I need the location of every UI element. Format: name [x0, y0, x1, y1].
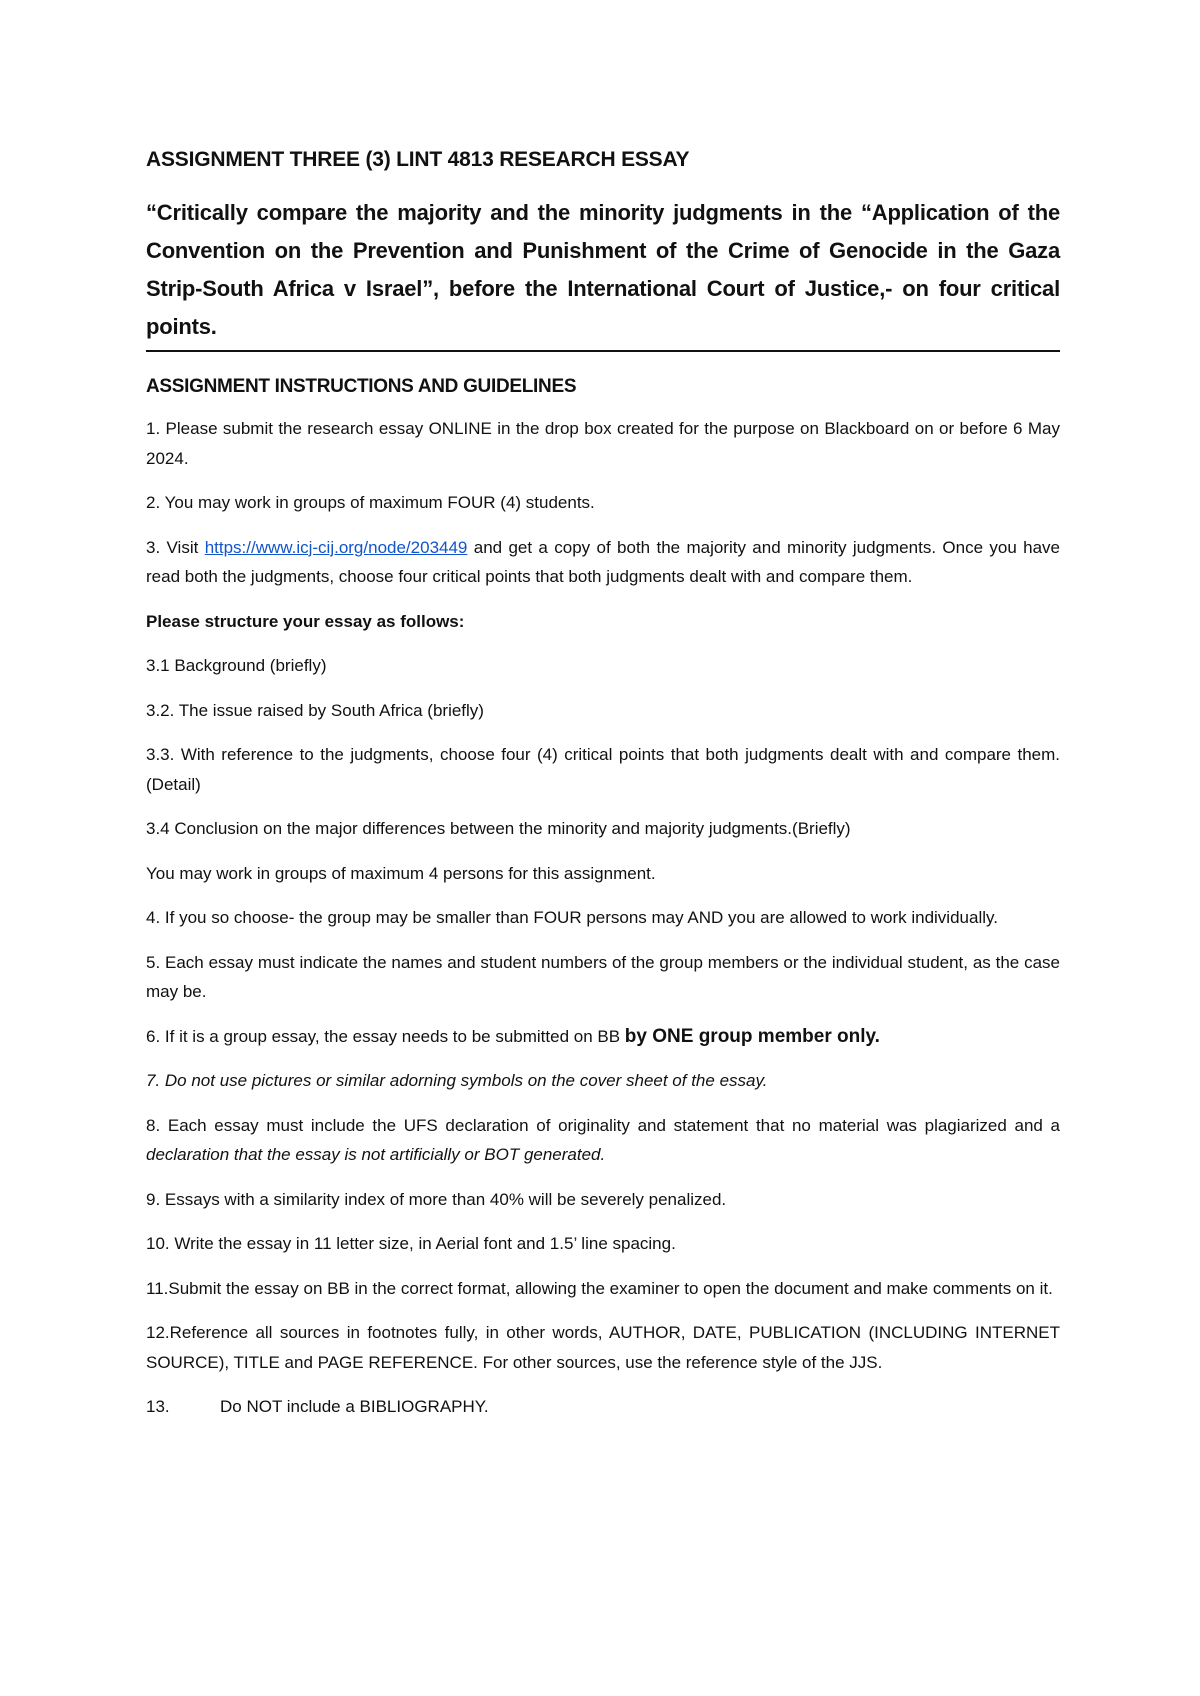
instruction-8-italic: declaration that the essay is not artificially or BOT generated. [146, 1145, 606, 1164]
structure-heading: Please structure your essay as follows: [146, 611, 465, 631]
instruction-6-prefix: 6. If it is a group essay, the essay needs to be submitted on BB [146, 1026, 625, 1046]
instruction-11: 11.Submit the essay on BB in the correct format, allowing the examiner to open the document and make comments on it. [146, 1278, 1053, 1298]
instruction-5: 5. Each essay must indicate the names and student numbers of the group members or the individual student, as the case may be. [146, 952, 1060, 1001]
document-page [146, 146, 1060, 1437]
instruction-13-text: Do NOT include a BIBLIOGRAPHY. [220, 1397, 489, 1416]
instruction-13 [146, 1392, 1060, 1422]
instruction-3-suffix: and get a copy of both the majority and minority judgments. Once you have read both the judgments, choose four critical points that both judgments dealt with and compare them. [146, 537, 1060, 586]
groups-note: You may work in groups of maximum 4 persons for this assignment. [146, 863, 656, 883]
structure-3-1: 3.1 Background (briefly) [146, 656, 327, 675]
icj-judgment-link[interactable]: https://www.icj-cij.org/node/203449 [204, 537, 468, 557]
document-title: ASSIGNMENT THREE (3) LINT 4813 RESEARCH ESSAY [146, 148, 690, 171]
instruction-13-number: 13. [146, 1397, 170, 1416]
structure-3-3: 3.3. With reference to the judgments, choose four (4) critical points that both judgments dealt with and compare them. (Detail) [146, 745, 1060, 794]
instructions-heading: ASSIGNMENT INSTRUCTIONS AND GUIDELINES [146, 376, 577, 397]
instruction-10: 10. Write the essay in 11 letter size, in Aerial font and 1.5’ line spacing. [146, 1234, 676, 1253]
structure-3-4: 3.4 Conclusion on the major differences between the minority and majority judgments.(Briefly) [146, 819, 851, 838]
instruction-4: 4. If you so choose- the group may be smaller than FOUR persons may AND you are allowed to work individually. [146, 908, 998, 927]
instruction-6-emphasis: by ONE group member only. [624, 1025, 880, 1047]
instruction-6 [146, 1022, 1060, 1052]
instruction-8 [146, 1111, 1060, 1170]
instruction-9: 9. Essays with a similarity index of more than 40% will be severely penalized. [146, 1189, 727, 1209]
structure-3-2: 3.2. The issue raised by South Africa (briefly) [146, 700, 484, 720]
instruction-12: 12.Reference all sources in footnotes fully, in other words, AUTHOR, DATE, PUBLICATION (INCLUDING INTERNET SOURCE), TITLE and PAGE REFERENCE. For other sources, use the reference style of the JJS. [146, 1323, 1060, 1372]
instruction-2: 2. You may work in groups of maximum FOUR (4) students. [146, 493, 595, 512]
instruction-3-prefix: 3. Visit [146, 537, 205, 557]
instruction-1: 1. Please submit the research essay ONLINE in the drop box created for the purpose on Blackboard on or before 6 May 2024. [146, 419, 1060, 468]
instruction-8-prefix: 8. Each essay must include the UFS declaration of originality and statement that no material was plagiarized and a [146, 1115, 1060, 1135]
essay-question: “Critically compare the majority and the minority judgments in the “Application of the Convention on the Prevention and Punishment of the Crime of Genocide in the Gaza Strip-South Africa v Israel”, before the International Court of Justice,- on four critical points. [146, 194, 1060, 352]
instruction-7: 7. Do not use pictures or similar adorning symbols on the cover sheet of the essay. [146, 1071, 768, 1090]
instruction-3 [146, 533, 1060, 592]
